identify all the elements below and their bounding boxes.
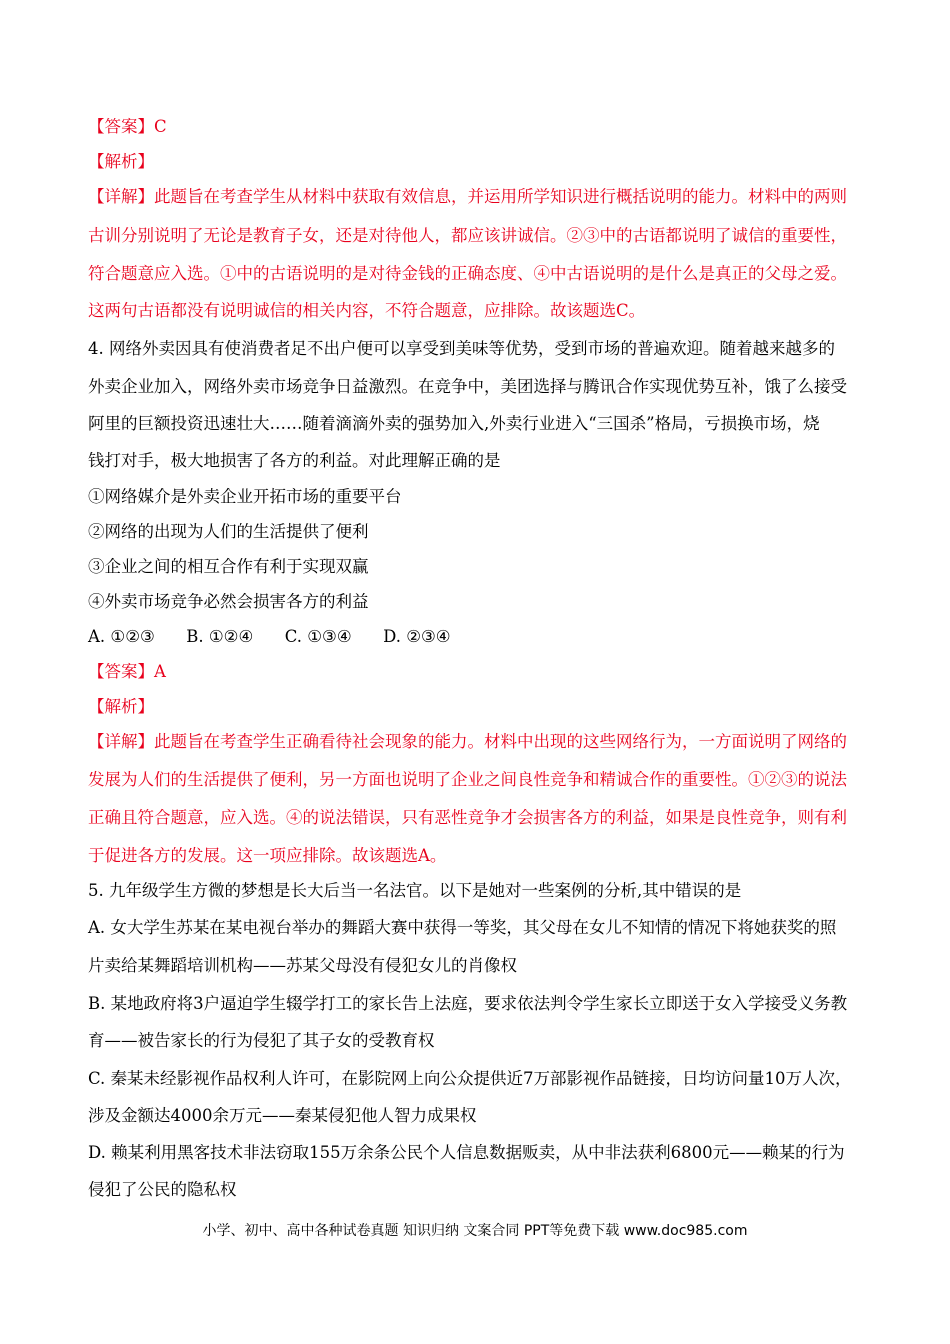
explanation-line: 符合题意应入选。①中的古语说明的是对待金钱的正确态度、④中古语说明的是什么是真正的父母之爱。 — [88, 264, 847, 283]
option-line: 涉及金额达4000余万元——秦某侵犯他人智力成果权 — [88, 1106, 477, 1125]
statement-item: ③企业之间的相互合作有利于实现双赢 — [88, 557, 369, 576]
explanation-line: 发展为人们的生活提供了便利，另一方面也说明了企业之间良性竞争和精诚合作的重要性。①②③的说法 — [88, 770, 847, 789]
question-stem-line: 外卖企业加入，网络外卖市场竞争日益激烈。在竞争中，美团选择与腾讯合作实现优势互补，饿了么接受 — [88, 377, 847, 396]
explanation-line: 这两句古语都没有说明诚信的相关内容，不符合题意，应排除。故该题选C。 — [88, 301, 646, 320]
statement-item: ②网络的出现为人们的生活提供了便利 — [88, 522, 369, 541]
option-line: A. 女大学生苏某在某电视台举办的舞蹈大赛中获得一等奖，其父母在女儿不知情的情况下将她获奖的照 — [88, 918, 837, 937]
option-line: B. 某地政府将3户逼迫学生辍学打工的家长告上法庭，要求依法判令学生家长立即送于女入学接受义务教 — [88, 994, 848, 1013]
explanation-line: 于促进各方的发展。这一项应排除。故该题选A。 — [88, 846, 447, 865]
option-line: 育——被告家长的行为侵犯了其子女的受教育权 — [88, 1031, 435, 1050]
explanation-line: 【详解】此题旨在考查学生正确看待社会现象的能力。材料中出现的这些网络行为，一方面说明了网络的 — [88, 732, 847, 751]
explanation-line: 【详解】此题旨在考查学生从材料中获取有效信息，并运用所学知识进行概括说明的能力。材料中的两则 — [88, 187, 847, 206]
question-stem-line: 4. 网络外卖因具有使消费者足不出户便可以享受到美味等优势，受到市场的普遍欢迎。随着越来越多的 — [88, 339, 835, 358]
answer-options: A. ①②③ B. ①②④ C. ①③④ D. ②③④ — [88, 627, 451, 646]
question-stem-line: 5. 九年级学生方微的梦想是长大后当一名法官。以下是她对一些案例的分析,其中错误的是 — [88, 881, 742, 900]
option-line: 侵犯了公民的隐私权 — [88, 1180, 237, 1199]
explanation-line: 古训分别说明了无论是教育子女，还是对待他人，都应该讲诚信。②③中的古语都说明了诚信的重要性， — [88, 226, 847, 245]
question-stem-line: 阿里的巨额投资迅速壮大……随着滴滴外卖的强势加入,外卖行业进入“三国杀”格局，亏损换市场，烧 — [88, 414, 820, 433]
option-line: D. 赖某利用黑客技术非法窃取155万余条公民个人信息数据贩卖，从中非法获利6800元——赖某的行为 — [88, 1143, 845, 1162]
page-footer: 小学、初中、高中各种试卷真题 知识归纳 文案合同 PPT等免费下载 www.doc985.com — [202, 1223, 748, 1239]
question-stem-line: 钱打对手，极大地损害了各方的利益。对此理解正确的是 — [88, 451, 501, 470]
explanation-line: 正确且符合题意，应入选。④的说法错误，只有恶性竞争才会损害各方的利益，如果是良性竞争，则有利 — [88, 808, 847, 827]
statement-item: ①网络媒介是外卖企业开拓市场的重要平台 — [88, 487, 402, 506]
answer-label: 【答案】A — [88, 662, 166, 681]
analysis-label: 【解析】 — [88, 152, 154, 171]
option-line: 片卖给某舞蹈培训机构——苏某父母没有侵犯女儿的肖像权 — [88, 956, 517, 975]
answer-label: 【答案】C — [88, 117, 167, 136]
analysis-label: 【解析】 — [88, 697, 154, 716]
option-line: C. 秦某未经影视作品权利人许可，在影院网上向公众提供近7万部影视作品链接，日均访问量10万人次， — [88, 1069, 852, 1088]
statement-item: ④外卖市场竞争必然会损害各方的利益 — [88, 592, 369, 611]
